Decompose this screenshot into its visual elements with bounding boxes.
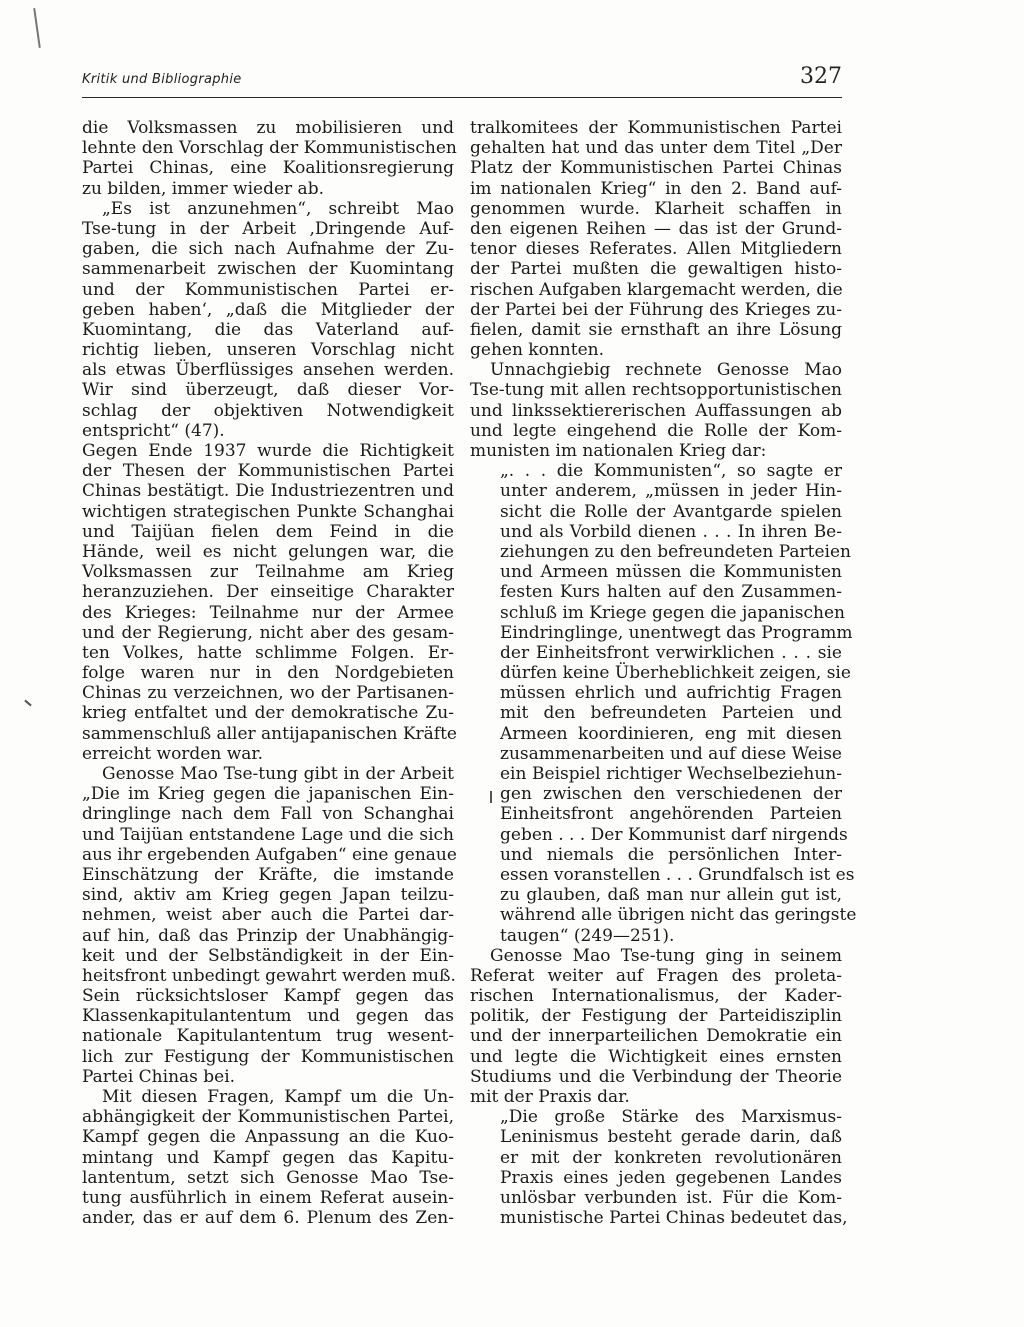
text-line: „. . . die Kommunisten“, so sagte er [500,461,842,482]
text-line: wichtigen strategischen Punkte Schanghai [82,501,454,522]
text-line: im nationalen Krieg“ in den 2. Band auf- [470,178,842,199]
text-line: Genosse Mao Tse-tung ging in seinem [490,945,842,966]
text-line: Leninismus besteht gerade darin, daß [500,1127,842,1148]
text-line: Eindringlinge, unentwegt das Programm [500,622,853,643]
text-line: und Taijüan fielen dem Feind in die [82,521,454,542]
text-line: und Taijüan entstandene Lage und die sich [82,824,454,845]
text-line: dürfen keine Überheblichkeit zeigen, sie [500,663,851,684]
text-line: Chinas bestätigt. Die Industriezentren und [82,481,454,502]
text-line: und linkssektiererischen Auffassungen ab [470,400,842,421]
text-line: tung ausführlich in einem Referat ausein- [82,1187,454,1208]
text-line: und niemals die persönlichen Inter- [500,844,842,865]
scan-mark [490,791,492,803]
text-line: ander, das er auf dem 6. Plenum des Zen- [82,1208,454,1229]
text-line: ten Volkes, hatte schlimme Folgen. Er- [82,642,454,663]
text-line: rischen Internationalismus, der Kader- [470,986,842,1007]
text-line: keit und der Selbständigkeit in der Ein- [82,945,454,966]
text-line: Einheitsfront angehörenden Parteien [500,804,842,825]
text-line: erreicht worden war. [82,743,264,764]
text-line: munisten im nationalen Krieg dar: [470,441,767,461]
text-line: heitsfront unbedingt gewahrt werden muß. [82,965,456,986]
text-line: schluß im Kriege gegen die japanischen [500,602,846,623]
text-line: Mit diesen Fragen, Kampf um die Un- [102,1087,454,1107]
text-line: essen voranstellen . . . Grundfalsch ist es [500,864,855,885]
text-line: tralkomitees der Kommunistischen Partei [470,118,842,138]
text-line: taugen“ (249—251). [500,925,675,946]
text-line: geben . . . Der Kommunist darf nirgends [500,824,848,845]
text-line: tenor dieses Referates. Allen Mitgliedern [470,239,842,260]
text-line: Praxis eines jeden gegebenen Landes [500,1167,842,1188]
text-line: genommen wurde. Klarheit schaffen in [470,198,842,219]
text-line: entspricht“ (47). [82,420,225,441]
text-line: sind, aktiv am Krieg gegen Japan teilzu- [82,885,454,906]
text-line: Klassenkapitulantentum und gegen das [82,1006,454,1027]
text-line: Chinas zu verzeichnen, wo der Partisanen- [82,683,454,704]
page-number: 327 [800,64,842,89]
text-line: Referat weiter auf Fragen des proleta- [470,965,842,986]
text-line: nationale Kapitulantentum trug wesent- [82,1026,454,1047]
text-line: Volksmassen zur Teilnahme am Krieg [82,562,454,583]
text-line: gen zwischen den verschiedenen der [500,784,842,805]
text-line: der Partei mußten die gewaltigen histo- [470,259,842,280]
text-line: „Es ist anzunehmen“, schreibt Mao [102,198,454,219]
text-line: zusammenarbeiten und auf diese Weise [500,743,842,764]
right-text-column [470,118,857,1229]
text-line: und legte eingehend die Rolle der Kom- [470,420,842,441]
text-line: Tse-tung in der Arbeit ‚Dringende Auf- [82,218,454,239]
text-line: Hände, weil es nicht gelungen war, die [82,541,454,562]
text-line: den eigenen Reihen — das ist der Grund- [470,218,842,239]
text-line: richtig lieben, unseren Vorschlag nicht [82,340,454,361]
text-line: der Partei bei der Führung des Krieges zu- [470,299,842,320]
text-line: schlag der objektiven Notwendigkeit [82,400,454,421]
text-line: lantentum, setzt sich Genosse Mao Tse- [82,1167,454,1188]
text-line: abhängigkeit der Kommunistischen Partei, [82,1107,454,1128]
text-line: lehnte den Vorschlag der Kommunistischen [82,138,457,159]
scan-mark [33,8,41,48]
text-line: Unnachgiebig rechnete Genosse Mao [490,360,842,381]
text-line: festen Kurs halten auf den Zusammen- [500,582,842,603]
text-line: rischen Aufgaben klargemacht werden, die [470,279,843,300]
text-line: unlösbar verbunden ist. Für die Kom- [500,1187,842,1208]
text-line: ein Beispiel richtiger Wechselbeziehun- [500,764,842,784]
text-line: die Volksmassen zu mobilisieren und [82,118,454,138]
text-line: ziehungen zu den befreundeten Parteien [500,541,851,562]
text-line: Partei Chinas bei. [82,1066,236,1087]
running-head [82,64,842,94]
text-line: geben haben‘, „daß die Mitglieder der [82,299,454,320]
running-title: Kritik und Bibliographie [82,72,242,87]
text-line: nehmen, weist aber auch die Partei dar- [82,905,454,926]
text-line: „Die große Stärke des Marxismus- [500,1107,842,1128]
text-line: während alle übrigen nicht das geringste [500,905,857,926]
text-line: zu glauben, daß man nur allein gut ist, [500,885,842,906]
text-line: unter anderem, „müssen in jeder Hin- [500,481,842,502]
text-line: munistische Partei Chinas bedeutet das, [500,1208,848,1229]
text-line: mit der Praxis dar. [470,1087,630,1107]
text-line: Kuomintang, die das Vaterland auf- [82,319,454,340]
text-line: des Krieges: Teilnahme nur der Armee [82,602,454,623]
text-line: er mit der konkreten revolutionären [500,1147,842,1168]
text-line: Einschätzung der Kräfte, die imstande [82,864,454,885]
text-line: Gegen Ende 1937 wurde die Richtigkeit [82,441,454,461]
text-line: Sein rücksichtsloser Kampf gegen das [82,986,454,1007]
text-line: Studiums und die Verbindung der Theorie [470,1066,842,1087]
text-line: lich zur Festigung der Kommunistischen [82,1046,454,1067]
text-line: mit den befreundeten Parteien und [500,703,842,724]
text-line: aus ihr ergebenden Aufgaben“ eine genaue [82,844,457,865]
text-line: und Armeen müssen die Kommunisten [500,562,842,583]
text-line: der Einheitsfront verwirklichen . . . sie [500,642,842,663]
text-line: zu bilden, immer wieder ab. [82,178,324,199]
text-line: politik, der Festigung der Parteidisziplin [470,1006,842,1027]
text-line: und als Vorbild dienen . . . In ihren Be- [500,521,842,542]
text-line: Tse-tung mit allen rechtsopportunistischen [470,380,842,401]
text-line: gehen konnten. [470,340,604,361]
text-line: der Thesen der Kommunistischen Partei [82,461,454,482]
text-line: mintang und Kampf gegen das Kapitu- [82,1147,454,1168]
text-line: als etwas Überflüssiges ansehen werden. [82,360,454,381]
text-line: sammenschluß aller antijapanischen Kräfte [82,723,457,744]
text-line: folge waren nur in den Nordgebieten [82,663,454,684]
text-line: gaben, die sich nach Aufnahme der Zu- [82,239,454,260]
scan-mark [24,700,31,707]
text-line: Armeen koordinieren, eng mit diesen [500,723,842,744]
text-line: krieg entfaltet und der demokratische Zu- [82,703,454,724]
left-text-column [82,118,457,1229]
text-line: müssen ehrlich und aufrichtig Fragen [500,683,842,704]
header-rule [82,97,842,98]
text-line: und der innerparteilichen Demokratie ein [470,1026,842,1047]
text-line: auf hin, daß das Prinzip der Unabhängig- [82,925,454,946]
text-line: Partei Chinas, eine Koalitionsregierung [82,158,454,179]
text-line: Platz der Kommunistischen Partei Chinas [470,158,842,179]
text-line: gehalten hat und das unter dem Titel „Der [470,138,842,159]
text-line: Wir sind überzeugt, daß dieser Vor- [82,380,454,401]
text-line: fielen, damit sie ernsthaft an ihre Lösung [470,319,842,340]
text-line: und der Kommunistischen Partei er- [82,279,454,300]
text-line: Kampf gegen die Anpassung an die Kuo- [82,1127,454,1148]
text-line: „Die im Krieg gegen die japanischen Ein- [82,784,454,805]
text-line: und legte die Wichtigkeit eines ernsten [470,1046,842,1067]
text-line: Genosse Mao Tse-tung gibt in der Arbeit [102,764,454,784]
text-line: sammenarbeit zwischen der Kuomintang [82,259,454,280]
text-line: heranzuziehen. Der einseitige Charakter [82,582,454,603]
text-line: sicht die Rolle der Avantgarde spielen [500,501,842,522]
text-line: und der Regierung, nicht aber des gesam- [82,622,454,643]
text-line: dringlinge nach dem Fall von Schanghai [82,804,454,825]
